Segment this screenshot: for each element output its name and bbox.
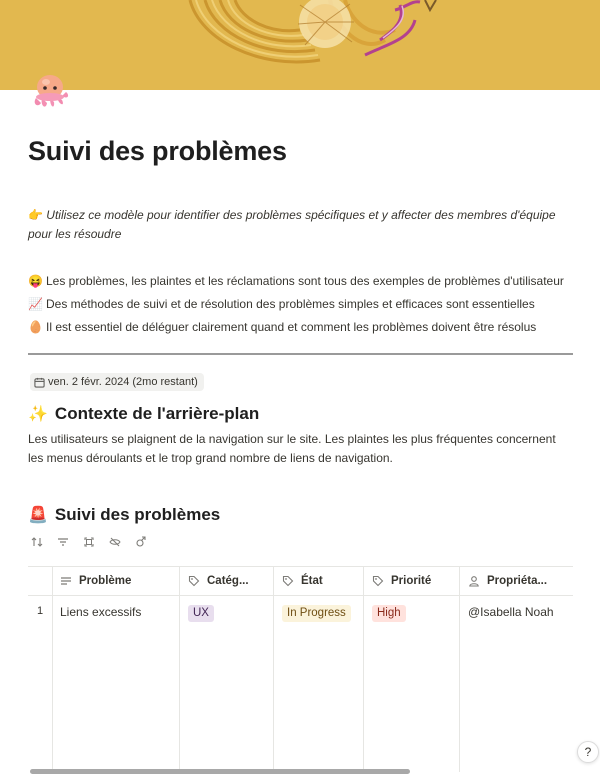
database-toolbar [30,535,148,549]
table-header [28,567,573,596]
cell-etat[interactable] [274,596,364,772]
tag-icon [282,575,294,587]
column-header-categorie[interactable] [180,567,274,595]
squinting-face-icon: 😝 [28,274,43,288]
context-heading[interactable] [28,404,259,424]
list-item[interactable] [28,295,564,318]
column-header-proprietaire[interactable] [460,567,573,595]
context-paragraph[interactable]: Les utilisateurs se plaignent de la navigation sur le site. Les plaintes les plus fréquentes concernent les menus déroulants et le trop grand nombre de liens de navigation. [28,432,556,465]
list-item[interactable] [28,318,564,341]
date-mention[interactable] [30,373,204,391]
octopus-icon[interactable] [28,70,72,114]
column-label: État [301,575,323,587]
column-label: Propriéta... [487,575,548,587]
expand-icon[interactable] [82,535,96,549]
column-header-etat[interactable] [274,567,364,595]
priority-tag: High [372,605,406,622]
cover-artwork [0,0,600,90]
column-header-priorite[interactable] [364,567,460,595]
row-number-header [28,567,53,595]
sparkles-icon: ✨ [28,406,48,423]
category-tag: UX [188,605,214,622]
cell-categorie[interactable] [180,596,274,772]
date-text: ven. 2 févr. 2024 (2mo restant) [48,376,198,388]
divider [28,353,573,355]
person-icon [468,575,480,587]
list-item-text: Des méthodes de suivi et de résolution des problèmes simples et efficaces sont essentielles [46,297,535,311]
siren-icon: 🚨 [28,507,48,524]
intro-callout[interactable] [28,206,573,244]
horizontal-scrollbar[interactable] [30,769,410,774]
context-heading-text: Contexte de l'arrière-plan [54,404,260,423]
tracker-heading[interactable] [28,505,220,525]
page-title[interactable]: Suivi des problèmes [28,136,287,166]
status-tag: In Progress [282,605,351,622]
calendar-icon [34,377,45,388]
cell-probleme[interactable]: Liens excessifs [53,596,180,772]
list-item-text: Il est essentiel de déléguer clairement quand et comment les problèmes doivent être résolus [46,320,537,334]
list-item[interactable] [28,272,564,295]
issues-table [28,566,573,772]
column-label: Catég... [207,575,249,587]
hide-icon[interactable] [108,535,122,549]
cell-priorite[interactable] [364,596,460,772]
list-item-text: Les problèmes, les plaintes et les réclamations sont tous des exemples de problèmes d'utilisateur [46,274,564,288]
row-number: 1 [28,596,53,772]
text-icon [60,575,72,587]
tracker-heading-text: Suivi des problèmes [54,505,221,524]
column-label: Priorité [391,575,432,587]
chart-increasing-icon: 📈 [28,297,43,311]
page-cover[interactable] [0,0,600,90]
sort-icon[interactable] [30,535,44,549]
cell-proprietaire[interactable]: @Isabella Noah [468,605,554,619]
column-header-probleme[interactable] [53,567,180,595]
filter-icon[interactable] [56,535,70,549]
help-button[interactable]: ? [577,741,599,763]
column-label: Problème [79,575,132,587]
tag-icon [372,575,384,587]
egg-icon: 🥚 [28,320,43,334]
automation-icon[interactable] [134,535,148,549]
key-points-list [28,272,564,341]
tag-icon [188,575,200,587]
pointing-hand-icon: 👉 [28,208,43,222]
table-row[interactable] [28,596,573,772]
intro-text: Utilisez ce modèle pour identifier des problèmes spécifiques et y affecter des membres d'équipe pour les résoudre [28,208,556,241]
